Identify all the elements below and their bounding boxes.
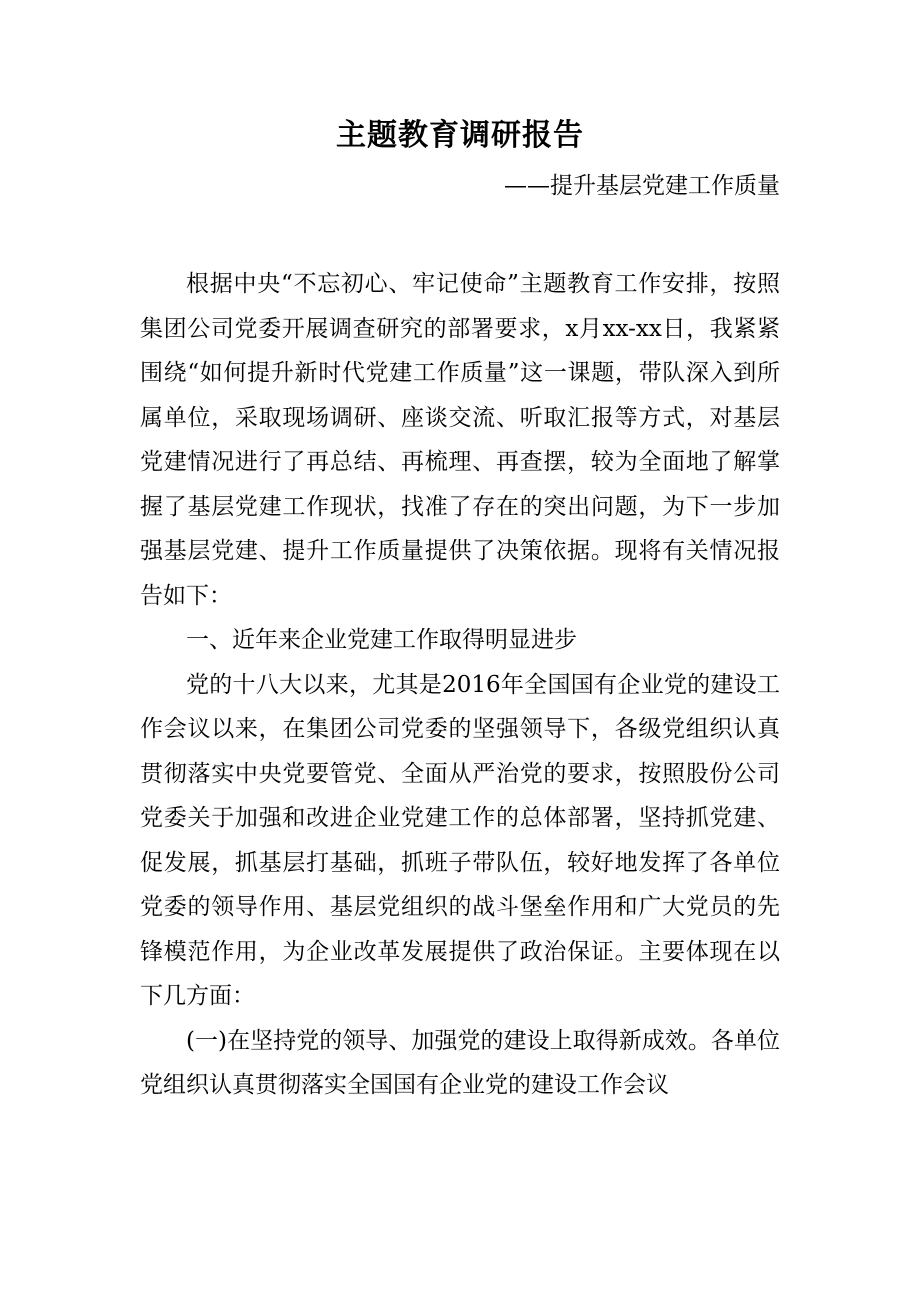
document-subtitle: ——提升基层党建工作质量 [504, 173, 780, 199]
document-title: 主题教育调研报告 [336, 118, 584, 153]
document-body [140, 262, 780, 1108]
section-heading: 一、近年来企业党建工作取得明显进步 [186, 627, 577, 653]
section-paragraph: 党的十八大以来，尤其是2016年全国国有企业党的建设工作会议以来，在集团公司党委的坚强领导下，各级党组织认真贯彻落实中央党要管党、全面从严治党的要求，按照股份公司党委关于加强和改进企业党建工作的总体部署，坚持抓党建、促发展，抓基层打基础，抓班子带队伍，较好地发挥了各单位党委的领导作用、基层党组织的战斗堡垒作用和广大党员的先锋模范作用，为企业改革发展提供了政治保证。主要体现在以下几方面： [140, 671, 780, 1009]
subsection-paragraph: (一)在坚持党的领导、加强党的建设上取得新成效。各单位党组织认真贯彻落实全国国有企业党的建设工作会议 [140, 1027, 780, 1098]
intro-paragraph: 根据中央“不忘初心、牢记使命”主题教育工作安排，按照集团公司党委开展调查研究的部署要求，x月xx-xx日，我紧紧围绕“如何提升新时代党建工作质量”这一课题，带队深入到所属单位，采取现场调研、座谈交流、听取汇报等方式，对基层党建情况进行了再总结、再梳理、再查摆，较为全面地了解掌握了基层党建工作现状，找准了存在的突出问题，为下一步加强基层党建、提升工作质量提供了决策依据。现将有关情况报告如下： [140, 271, 780, 609]
